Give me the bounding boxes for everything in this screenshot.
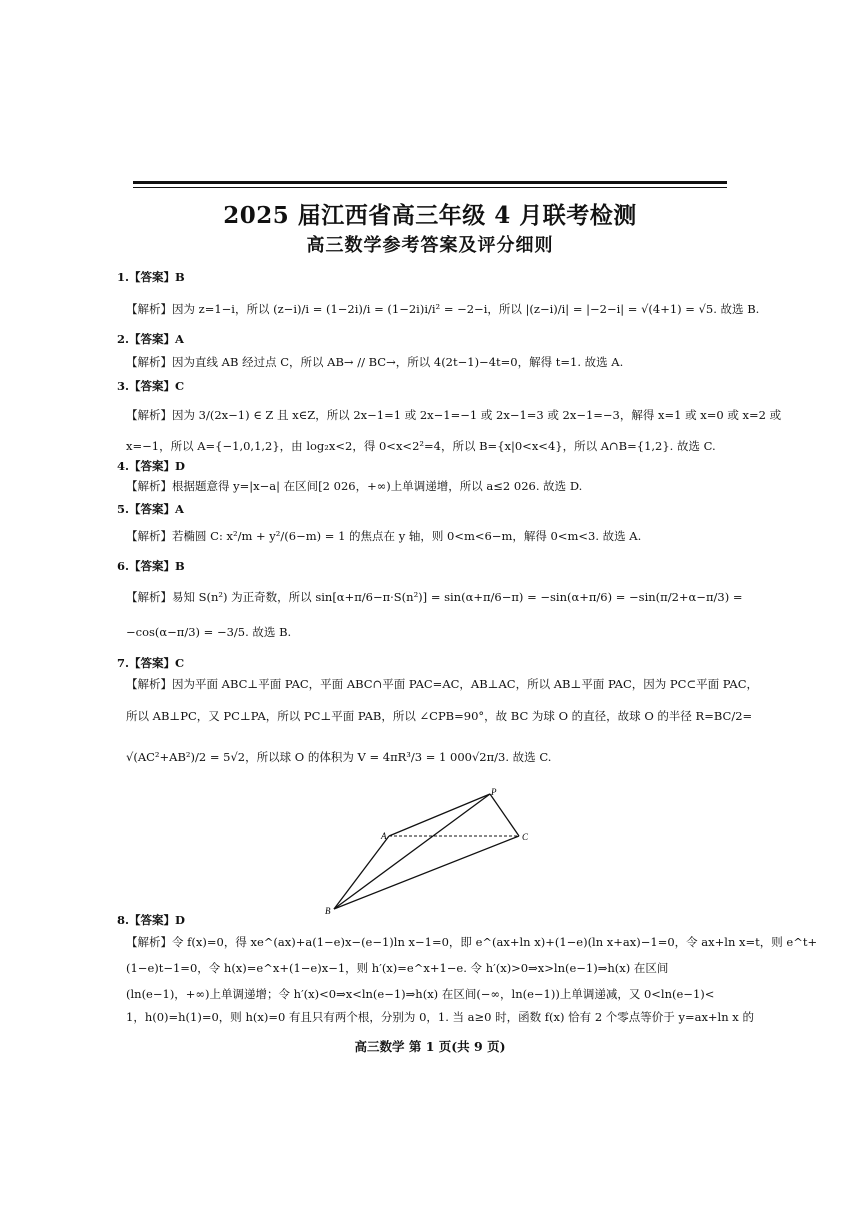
analysis-line: (ln(e−1)，+∞)上单调递增；令 h′(x)<0⇒x<ln(e−1)⇒h(x) 在区间(−∞，ln(e−1))上单调递减，又 0<ln(e−1)< [126,987,715,1001]
analysis-line: 1，h(0)=h(1)=0，则 h(x)=0 有且只有两个根，分别为 0，1. 当 a≥0 时，函数 f(x) 恰有 2 个零点等价于 y=ax+ln x 的 [126,1010,754,1024]
analysis-line: 【解析】易知 S(n²) 为正奇数，所以 sin[α+π/6−π·S(n²)] = sin(α+π/6−π) = −sin(α+π/6) = −sin(π/2+α−π/3) = [126,590,743,604]
label-a: A [381,831,387,841]
edge-ap [389,794,490,836]
analysis-line: 【解析】因为 3/(2x−1) ∈ Z 且 x∈Z，所以 2x−1=1 或 2x−1=−1 或 2x−1=3 或 2x−1=−3，解得 x=1 或 x=0 或 x=2 或 [126,408,782,422]
label-c: C [522,832,529,842]
answer-heading: 7.【答案】C [117,656,185,670]
page-subtitle: 高三数学参考答案及评分细则 [306,235,554,256]
analysis-line: 【解析】因为直线 AB 经过点 C，所以 AB→ // BC→，所以 4(2t−1)−4t=0，解得 t=1. 故选 A. [126,355,624,369]
analysis-line: 【解析】若椭圆 C: x²/m + y²/(6−m) = 1 的焦点在 y 轴，则 0<m<6−m，解得 0<m<3. 故选 A. [126,529,642,543]
top-rule-thick [133,181,727,184]
analysis-line: 【解析】根据题意得 y=|x−a| 在区间[2 026，+∞)上单调递增，所以 a≤2 026. 故选 D. [126,479,583,493]
answer-heading: 4.【答案】D [117,459,185,473]
analysis-line: 【解析】因为 z=1−i，所以 (z−i)/i = (1−2i)/i = (1−2i)i/i² = −2−i，所以 |(z−i)/i| = |−2−i| = √(4+1) = √5. 故选 B. [126,302,760,316]
answer-heading: 3.【答案】C [117,379,185,393]
analysis-line: √(AC²+AB²)/2 = 5√2，所以球 O 的体积为 V = 4πR³/3 = 1 000√2π/3. 故选 C. [126,750,552,764]
edge-bp [334,794,490,909]
answer-heading: 6.【答案】B [117,559,185,573]
label-p: P [491,787,497,797]
analysis-line: (1−e)t−1=0，令 h(x)=e^x+(1−e)x−1，则 h′(x)=e^x+1−e. 令 h′(x)>0⇒x>ln(e−1)⇒h(x) 在区间 [126,961,669,975]
geometry-figure [325,787,535,917]
page-title: 2025 届江西省高三年级 4 月联考检测 [223,202,637,229]
analysis-line: 【解析】因为平面 ABC⊥平面 PAC，平面 ABC∩平面 PAC=AC，AB⊥AC，所以 AB⊥平面 PAC，因为 PC⊂平面 PAC， [126,677,759,691]
analysis-line: 所以 AB⊥PC，又 PC⊥PA，所以 PC⊥平面 PAB，所以 ∠CPB=90°，故 BC 为球 O 的直径，故球 O 的半径 R=BC/2= [126,709,753,723]
answer-heading: 1.【答案】B [117,270,185,284]
analysis-line: x=−1，所以 A={−1,0,1,2}，由 log₂x<2，得 0<x<2²=4，所以 B={x|0<x<4}，所以 A∩B={1,2}. 故选 C. [126,439,716,453]
edge-pc [490,794,519,836]
page-footer: 高三数学 第 1 页(共 9 页) [354,1039,506,1054]
analysis-line: 【解析】令 f(x)=0，得 xe^(ax)+a(1−e)x−(e−1)ln x−1=0，即 e^(ax+ln x)+(1−e)(ln x+ax)−1=0，令 ax+ln x=t，则 e^t+ [126,935,818,949]
answer-heading: 2.【答案】A [117,332,184,346]
label-b: B [325,906,331,916]
top-rule-thin [133,187,727,188]
answer-heading: 8.【答案】D [117,913,185,927]
answer-heading: 5.【答案】A [117,502,184,516]
analysis-line: −cos(α−π/3) = −3/5. 故选 B. [126,625,292,639]
